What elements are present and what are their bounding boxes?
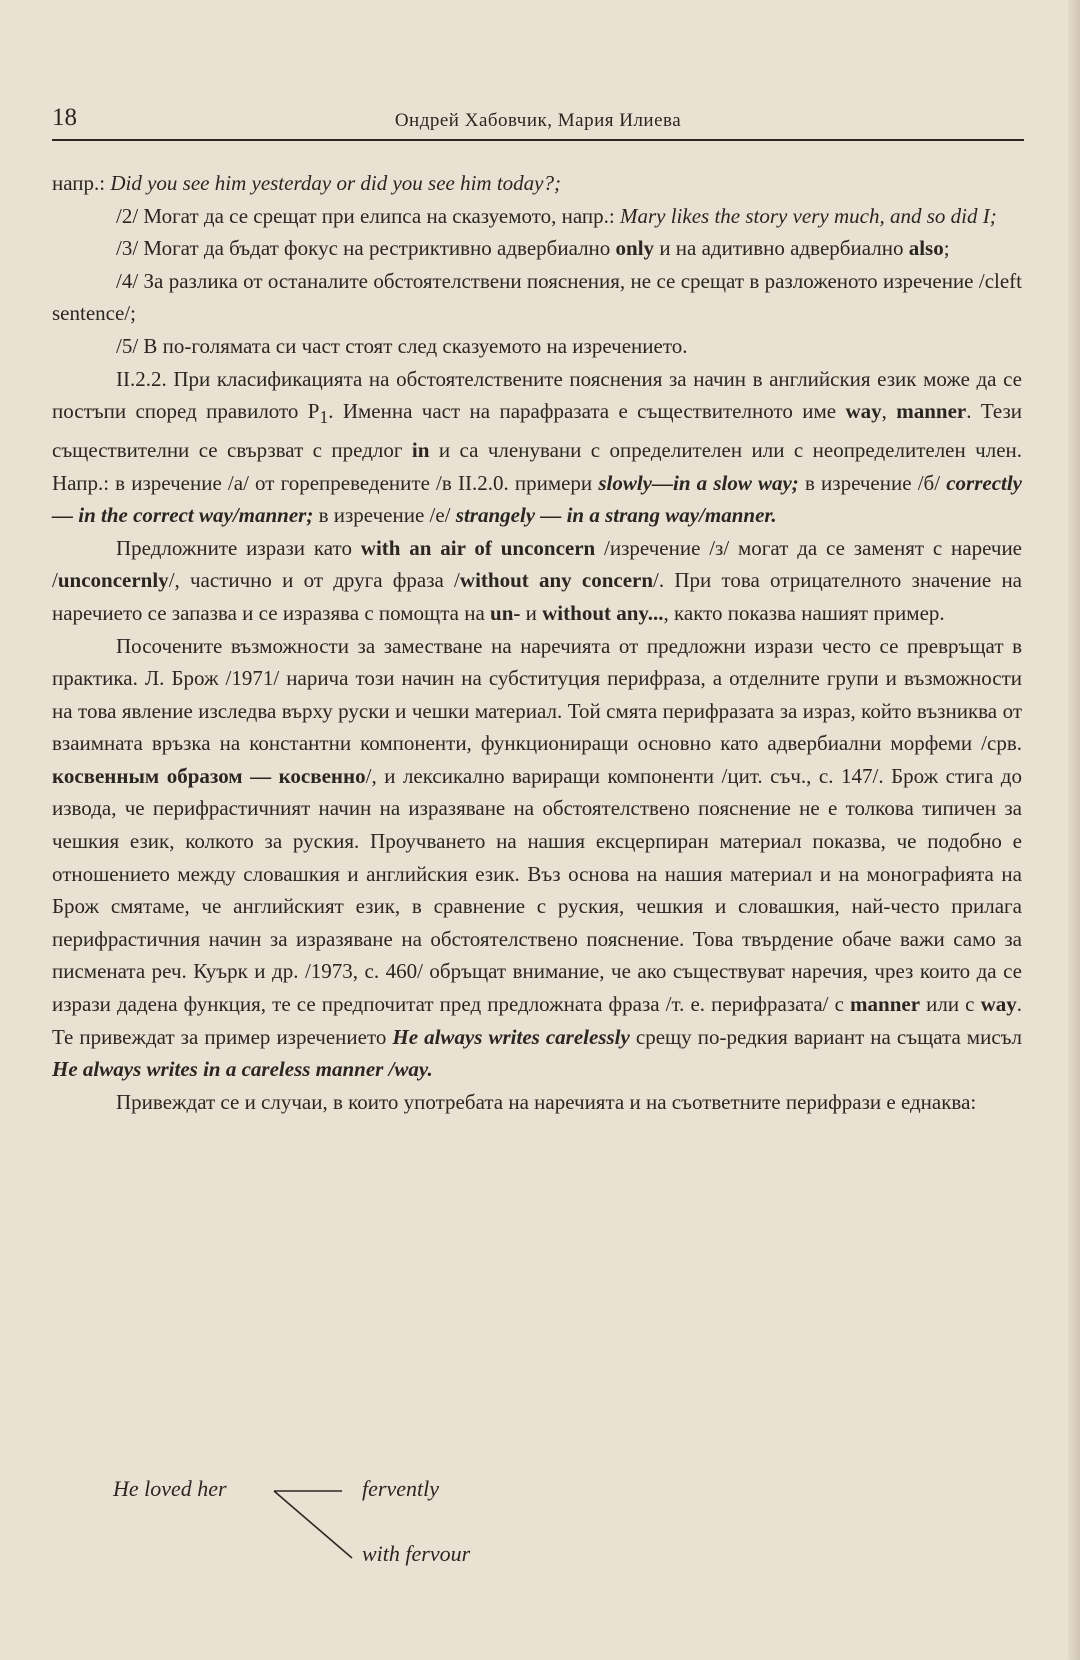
paragraph-periphrasis: Посочените възможности за заместване на наречията от предложни изрази често се превръщат в практика. Л. Брож /1971/ нарича този начин на субституция перифраза, а отделните групи и възможности на това явление изследва върху руски и чешки материал. Той смята перифразата за израз, който възниква от взаимната връзка на константни компоненти, функциониращи основно като адвербиални морфеми /срв. косвенным образом — косвенно/, и лексикално вариращи компоненти /цит. съч., с. 147/. Брож стига до извода, че перифрастичният начин на изразяване на обстоятелствено пояснение не е толкова типичен за чешкия език, колкото за руския. Проучването на нашия ексцерпиран материал показва, че подобно е отношението между словашкия и английския език. Въз основа на нашия материал и на монографията на Брож смятаме, че английският език, в сравнение с руския, чешкия и словашкия, най-често прилага перифрастичния начин за изразяване на обстоятелствено пояснение. Това твърдение обаче важи само за писмената реч. Куърк и др. /1973, с. 460/ обръщат внимание, че ако съществуват наречия, чрез които да се изрази дадена функция, те се предпочитат пред предложната фраза /т. е. перифразата/ с manner или с way. Те привеждат за пример изречението He always writes carelessly срещу по-редкия вариант на същата мисъл He always writes in a careless manner /way.: [52, 633, 1022, 1082]
paragraph-equal-usage: Привеждат се и случаи, в които употребата на наречията и на съответните перифрази е еднаква:: [116, 1089, 977, 1114]
paragraph-point-5: /5/ В по-голямата си част стоят след сказуемото на изречението.: [116, 333, 688, 358]
header-rule: [52, 139, 1024, 141]
page-edge: [1068, 0, 1080, 1660]
paragraph-point-3: /3/ Могат да бъдат фокус на рестриктивно адвербиално only и на адитивно адвербиално also;: [116, 236, 950, 261]
running-title: Ондрей Хабовчик, Мария Илиева: [394, 110, 682, 131]
paragraph-example-1: напр.: Did you see him yesterday or did you see him today?;: [52, 171, 561, 195]
diagram-subject: He loved her: [113, 1476, 227, 1501]
paragraph-point-4: /4/ За разлика от останалите обстоятелствени пояснения, не се срещат в разложеното изречение /cleft sentence/;: [52, 268, 1022, 326]
paragraph-prepositional-phrases: Предложните изрази като with an air of unconcern /изречение /з/ могат да се заменят с наречие /unconcernly/, частично и от друга фраза /without any concern/. При това отрицателното значение на наречието се запазва и се изразява с помощта на un- и without any..., както показва нашият пример.: [52, 535, 1023, 625]
body-text: [52, 167, 1022, 1118]
branch-line-lower: [274, 1491, 352, 1558]
paragraph-point-2: /2/ Могат да се срещат при елипса на сказуемото, напр.: Mary likes the story very much, and so did I;: [116, 203, 997, 228]
diagram-option-adverb: fervently: [362, 1476, 439, 1501]
page-number: 18: [52, 104, 77, 131]
diagram-option-phrase: with fervour: [362, 1541, 471, 1566]
page-header: [52, 104, 1024, 140]
paragraph-section-2-2-2: II.2.2. При класификацията на обстоятелствените пояснения за начин в английския език може да се постъпи според правилото $P_1$. Именна част на парафразата е съществителното име way, manner. Тези съществителни се свързват с предлог in и са членувани с определителен или с неопределителен член. Напр.: в изречение /а/ от горепреведените /в II.2.0. примери slowly—in a slow way; в изречение /б/ correctly — in the correct way/manner; в изречение /е/ strangely — in a strang way/manner.: [52, 366, 1023, 528]
